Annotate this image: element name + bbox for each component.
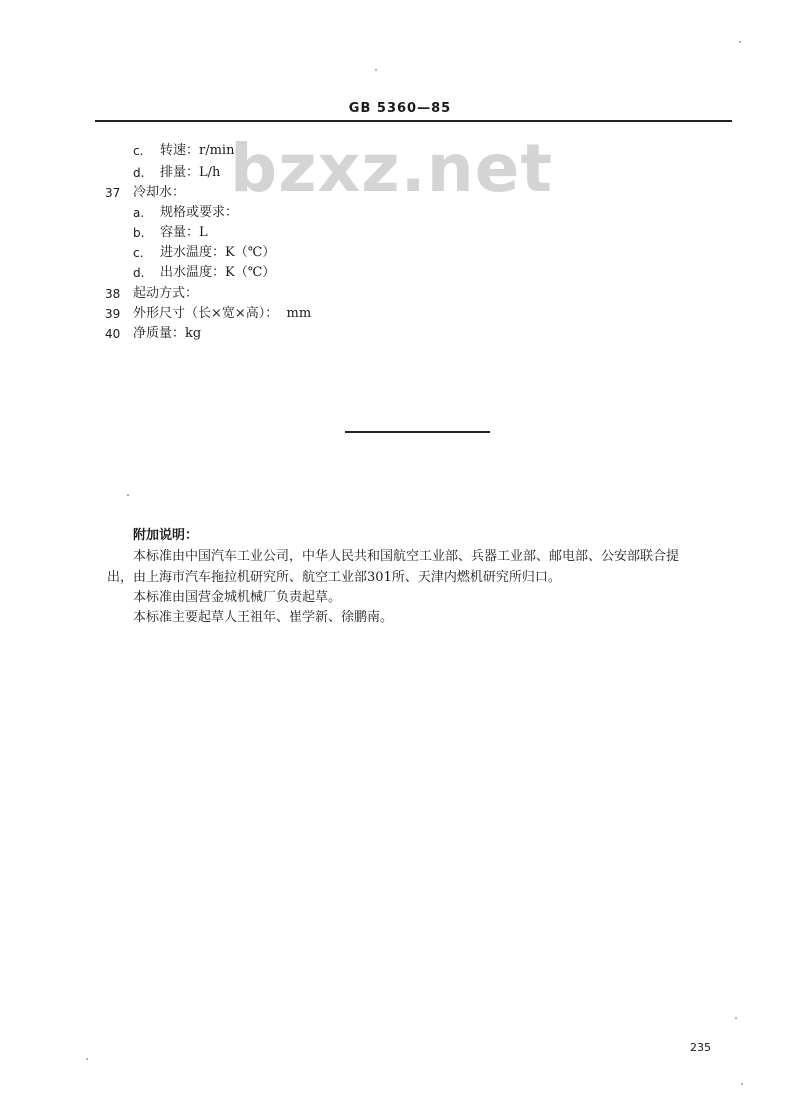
notes-title: 附加说明： <box>133 528 199 543</box>
item-letter: b. <box>133 226 145 240</box>
item-letter: a. <box>133 206 145 220</box>
item-text: 出水温度：K（℃） <box>160 265 276 280</box>
scan-speck <box>127 494 129 496</box>
standard-header-title: GB 5360—85 <box>348 101 452 116</box>
item-text: 冷却水： <box>133 185 186 200</box>
item-text: 起动方式： <box>133 286 199 301</box>
notes-paragraph: 本标准由中国汽车工业公司，中华人民共和国航空工业部、兵器工业部、邮电部、公安部联合提 <box>133 549 680 564</box>
item-text: 转速：r/min <box>160 143 235 158</box>
item-number: 37 <box>105 186 121 200</box>
item-number: 39 <box>105 307 121 321</box>
item-text: 外形尺寸（长×宽×高）： mm <box>133 306 312 321</box>
notes-paragraph: 本标准由国营金城机械厂负责起草。 <box>133 590 342 605</box>
scan-speck <box>739 41 741 43</box>
item-number: 38 <box>105 287 121 301</box>
item-text: 净质量：kg <box>133 326 202 341</box>
item-text: 容量：L <box>160 225 208 240</box>
header-rule <box>95 120 732 122</box>
item-letter: d. <box>133 166 145 180</box>
notes-paragraph-continued: 出，由上海市汽车拖拉机研究所、航空工业部301所、天津内燃机研究所归口。 <box>107 570 561 585</box>
scan-speck <box>86 1058 88 1060</box>
item-text: 规格或要求： <box>160 205 239 220</box>
notes-paragraph: 本标准主要起草人王祖年、崔学新、徐鹏南。 <box>133 610 394 625</box>
item-text: 排量：L/h <box>160 165 221 180</box>
scan-speck <box>375 69 377 71</box>
item-number: 40 <box>105 327 121 341</box>
item-letter: d. <box>133 266 145 280</box>
page-number: 235 <box>690 1041 711 1054</box>
item-letter: c. <box>133 144 144 158</box>
item-text: 进水温度：K（℃） <box>160 245 276 260</box>
scan-speck <box>741 1083 743 1085</box>
item-letter: c. <box>133 246 144 260</box>
watermark: bzxz.net <box>230 130 554 207</box>
end-of-text-rule <box>345 431 490 433</box>
scan-speck <box>735 1017 737 1019</box>
